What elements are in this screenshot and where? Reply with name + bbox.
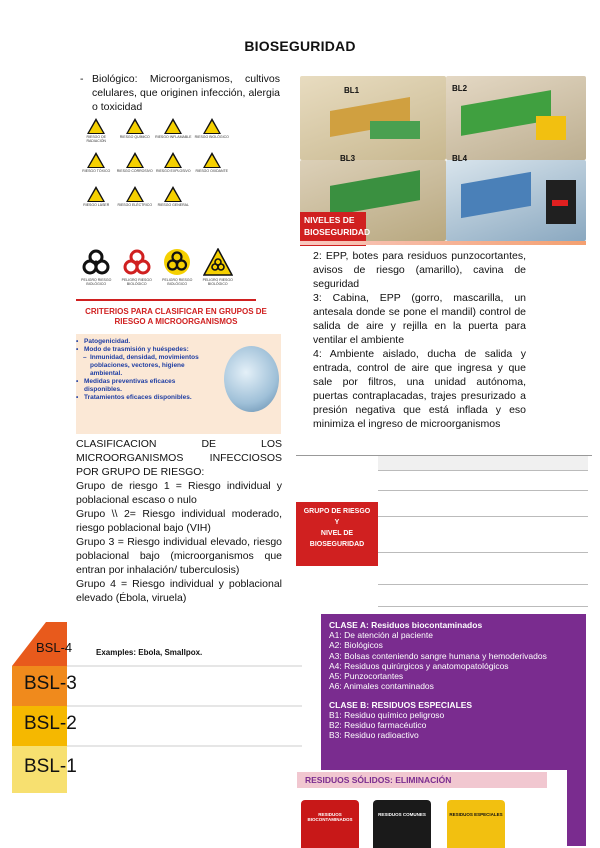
- list-dash: -: [80, 73, 84, 85]
- hazard-sign-label: RIESGO LÁSER: [83, 203, 110, 207]
- clase-a-item: A2: Biológicos: [329, 640, 383, 651]
- clase-a-title: CLASE A: Residuos biocontaminados: [329, 620, 483, 630]
- grupo-riesgo-box: [296, 502, 378, 566]
- bsl4-examples: Examples: Ebola, Smallpox.: [96, 648, 203, 657]
- clase-b-item: B3: Residuo radioactivo: [329, 730, 419, 741]
- bin-label: RESIDUOS ESPECIALES: [449, 812, 503, 817]
- bin-label: RESIDUOS COMUNES: [378, 812, 426, 817]
- risk-group-table-image: [296, 455, 592, 611]
- yellow-waste-bin: [447, 800, 505, 848]
- bsl2-lab-image: [446, 76, 586, 160]
- bsl4-level-label: BSL-4: [36, 640, 73, 655]
- oxidizer-hazard-icon: [194, 152, 231, 184]
- residuos-title: RESIDUOS SÓLIDOS: ELIMINACIÓN: [297, 772, 547, 788]
- clase-a-item: A1: De atención al paciente: [329, 630, 433, 640]
- chemical-hazard-icon: [117, 118, 154, 150]
- levels-text: [313, 249, 526, 431]
- biological-description: [80, 72, 280, 114]
- biohazard-sign-icon: [194, 118, 231, 150]
- red-waste-bin: [301, 800, 359, 848]
- criterios-box: [76, 334, 281, 434]
- general-hazard-icon: [155, 186, 192, 218]
- table-header: [378, 456, 588, 470]
- bsl3-level-label: BSL-3: [24, 673, 77, 694]
- list-item: • Modo de trasmisión y huéspedes:: [76, 346, 204, 354]
- clasificacion-heading: CLASIFICACION DE LOS MICROORGANISMOS INFECCIOSOS POR GRUPO DE RIESGO:: [76, 438, 282, 478]
- bin-label: RESIDUOS BIOCONTAMINADOS: [307, 812, 353, 822]
- grupo-1-text: Grupo de riesgo 1 = Riesgo individual y poblacional escaso o nulo: [76, 480, 282, 506]
- bsl3-label: BL3: [340, 154, 356, 163]
- hazard-sign-label: RIESGO OXIDANTE: [195, 169, 228, 173]
- grupo-line3: NIVEL DE: [320, 530, 354, 537]
- grupo-2-text: Grupo \\ 2= Riesgo individual moderado, riesgo poblacional bajo (VIH): [76, 508, 282, 534]
- grupo-4-text: Grupo 4 = Riesgo individual y poblacional elevado (Ébola, viruela): [76, 578, 282, 604]
- bsl-pyramid: [12, 618, 302, 828]
- list-item: • Tratamientos eficaces disponibles.: [76, 394, 204, 402]
- bsl2-label: BL2: [452, 84, 468, 93]
- grupo-line1: GRUPO DE RIESGO: [303, 508, 371, 515]
- hazard-sign-label: RIESGO GENERAL: [157, 203, 189, 207]
- hazard-sign-label: RIESGO CORROSIVO: [116, 169, 153, 173]
- biohazard-yellow-circle-icon: [157, 248, 198, 286]
- biohazard-red-icon: [117, 248, 158, 286]
- biohazard-label: PELIGRO RIESGO BIOLÓGICO: [121, 278, 152, 286]
- clase-a-item: A6: Animales contaminados: [329, 681, 434, 692]
- biohazard-symbols-row: [76, 248, 238, 298]
- clase-a-item: A5: Punzocortantes: [329, 671, 404, 682]
- clase-b-title: CLASE B: RESIDUOS ESPECIALES: [329, 699, 473, 710]
- bsl4-lab-image: [446, 154, 586, 241]
- criterios-title: CRITERIOS PARA CLASIFICAR EN GRUPOS DE RIESGO A MICROORGANISMOS: [85, 307, 267, 326]
- bsl2-level-label: BSL-2: [24, 713, 77, 734]
- bsl1-lab-image: [300, 76, 446, 160]
- list-item: – Inmunidad, densidad, movimientos poblaciones, vectores, higiene ambiental.: [76, 354, 204, 378]
- biological-text: Biológico: Microorganismos, cultivos celulares, que originen infección, alergia o toxicidad: [92, 73, 280, 113]
- level-3-text: 3: Cabina, EPP (gorro, mascarilla, un antesala donde se pone el mandil) control de salida de aire y rejilla en la puerta para ventilar el ambiente: [313, 292, 526, 346]
- biohazard-label: PELIGRO RIESGO BIOLÓGICO: [162, 278, 193, 286]
- criterios-list: [76, 338, 204, 402]
- grupo-3-text: Grupo 3 = Riesgo individual elevado, riesgo poblacional bajo (microorganismos que entran por inhalación/ tuberculosis): [76, 536, 282, 576]
- clase-a-item: A4: Residuos quirúrgicos y anatomopatológicos: [329, 660, 509, 671]
- radiation-hazard-icon: [78, 118, 115, 150]
- hazard-sign-label: RIESGO DE RADIACIÓN: [86, 135, 106, 143]
- level-4-text: 4: Ambiente aislado, ducha de salida y entrada, control de aire que ingresa y que sale por filtros, una unidad autónoma, puertas contraplacadas, trajes presurizado a presión negativa que está inflada y eso minimiza el ingreso de microorganismos: [313, 348, 526, 430]
- hazard-sign-label: RIESGO BIOLÓGICO: [194, 135, 229, 139]
- clasificacion-text: [76, 437, 282, 605]
- list-item: • Patogenicidad.: [76, 338, 204, 346]
- hazard-sign-label: RIESGO QUÍMICO: [119, 135, 150, 139]
- hazard-signs-grid: [78, 118, 230, 246]
- biohazard-label: PELIGRO RIESGO BIOLÓGICO: [81, 278, 112, 286]
- hazard-sign-label: RIESGO INFLAMABLE: [155, 135, 192, 139]
- clase-b-item: B2: Residuo farmacéutico: [329, 720, 427, 731]
- grupo-line2: Y: [334, 519, 340, 526]
- divider: [76, 299, 256, 301]
- residuos-eliminacion-panel: [297, 770, 567, 848]
- clase-a-item: A3: Bolsas conteniendo sangre humana y hemoderivados: [329, 650, 547, 661]
- list-item: • Medidas preventivas eficaces disponibles.: [76, 378, 204, 394]
- niveles-line1: NIVELES DE: [304, 215, 355, 225]
- bsl1-label: BL1: [344, 86, 360, 95]
- explosive-hazard-icon: [155, 152, 192, 184]
- hazard-sign-label: RIESGO TÓXICO: [82, 169, 111, 173]
- corrosive-hazard-icon: [117, 152, 154, 184]
- petri-dish-image: [224, 346, 279, 412]
- biohazard-triangle-icon: [198, 248, 239, 286]
- black-waste-bin: [373, 800, 431, 848]
- bsl4-label: BL4: [452, 154, 468, 163]
- flammable-hazard-icon: [155, 118, 192, 150]
- hazard-sign-label: RIESGO EXPLOSIVO: [155, 169, 191, 173]
- niveles-bar: [300, 241, 586, 245]
- biohazard-black-icon: [76, 248, 117, 286]
- electrical-hazard-icon: [117, 186, 154, 218]
- bsl1-level-label: BSL-1: [24, 756, 77, 777]
- niveles-line2: BIOSEGURIDAD: [304, 227, 371, 237]
- hazard-sign-label: RIESGO ELÉCTRICO: [117, 203, 153, 207]
- level-2-text: 2: EPP, botes para residuos punzocortantes, avisos de riesgo (amarillo), cavina de seguridad: [313, 250, 526, 290]
- laser-hazard-icon: [78, 186, 115, 218]
- biohazard-label: PELIGRO RIESGO BIOLÓGICO: [202, 278, 233, 286]
- toxic-hazard-icon: [78, 152, 115, 184]
- grupo-line4: BIOSEGURIDAD: [309, 541, 365, 548]
- page-title: BIOSEGURIDAD: [244, 38, 356, 54]
- clase-b-item: B1: Residuo químico peligroso: [329, 709, 445, 720]
